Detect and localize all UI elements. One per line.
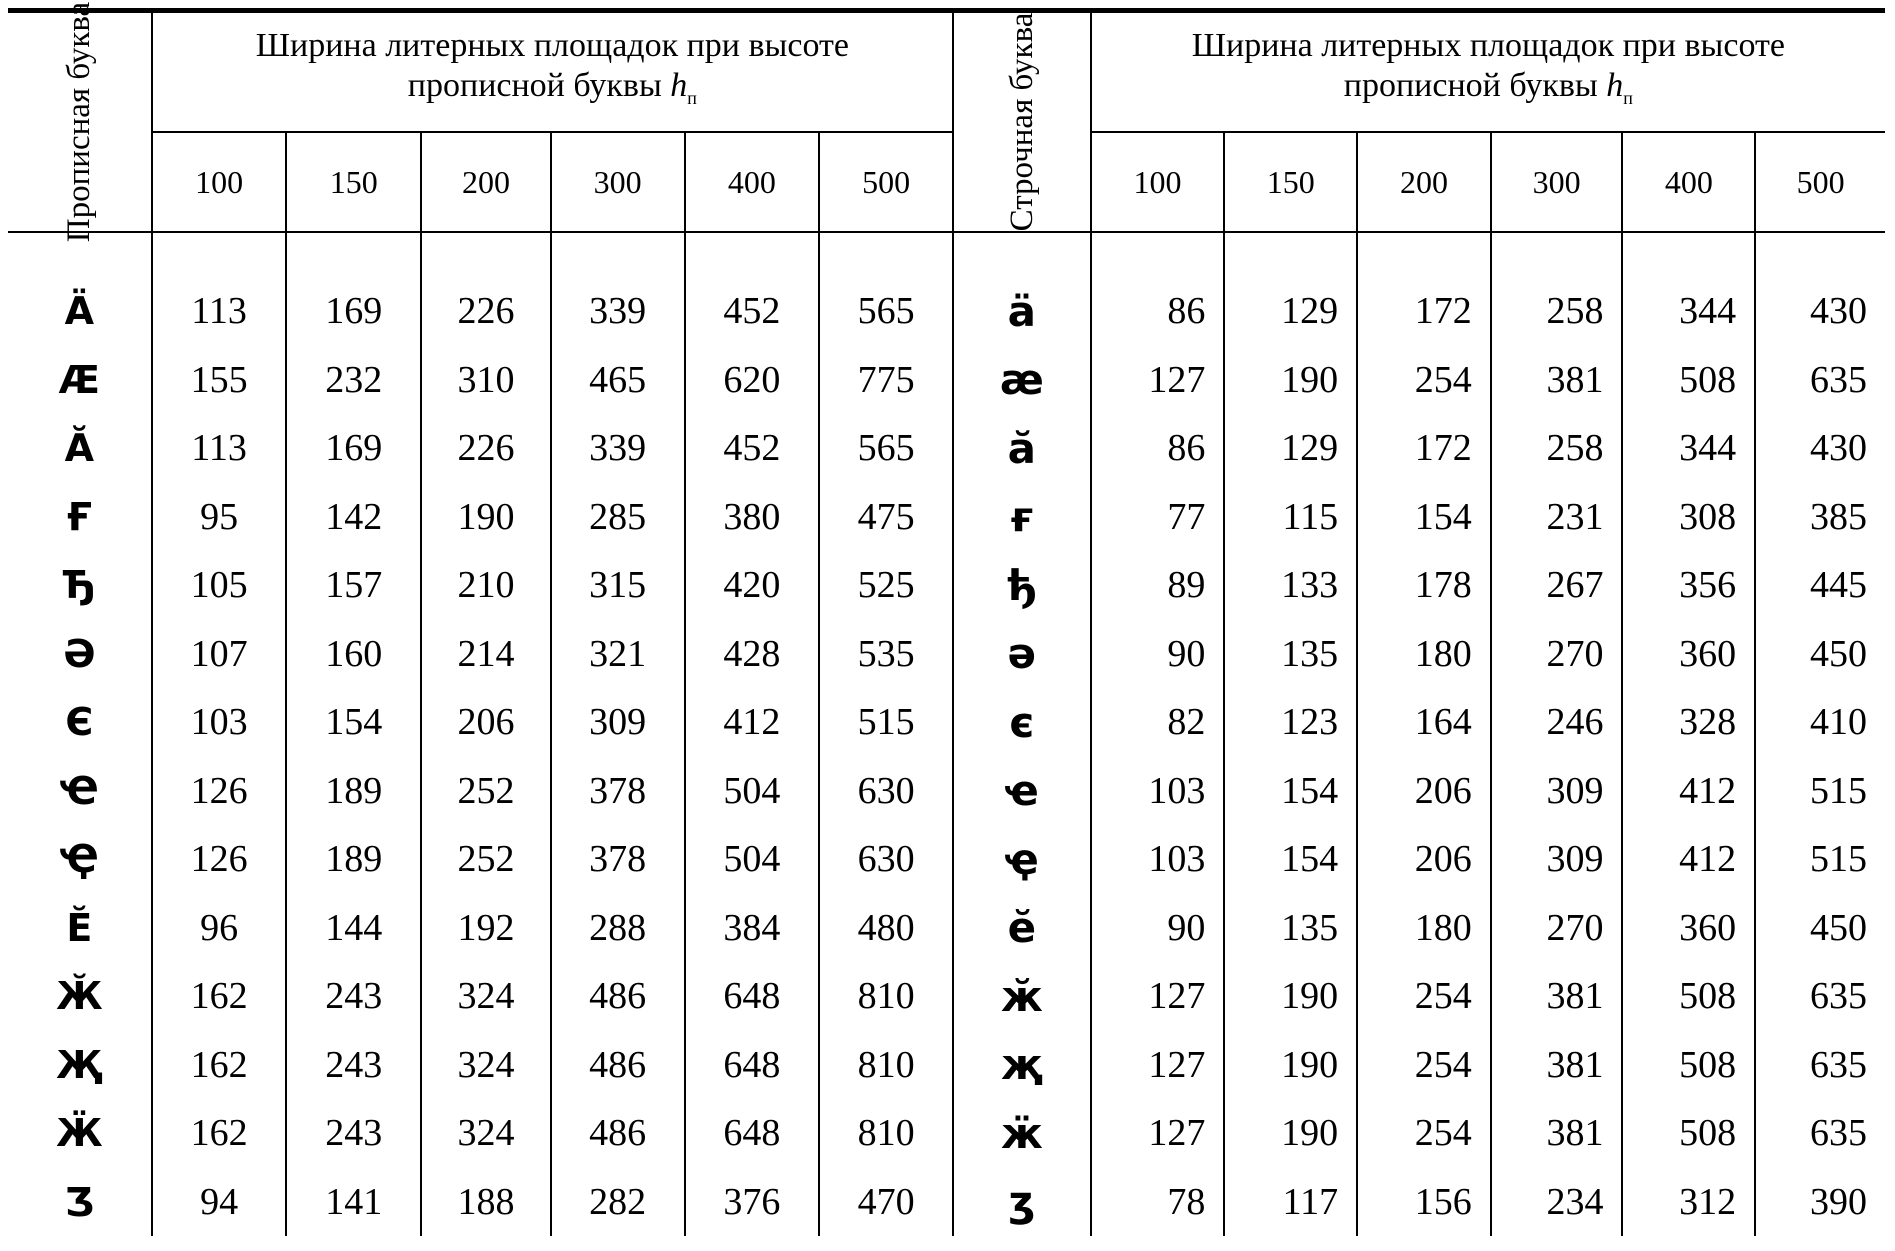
capital-width-cell: 428: [685, 620, 820, 689]
capital-width-cell: 162: [152, 962, 287, 1031]
lowercase-letter: ӂ: [953, 962, 1091, 1031]
capital-width-cell: 315: [551, 551, 685, 620]
lowercase-width-cell: 154: [1357, 483, 1491, 552]
lowercase-letter: ӝ: [953, 1099, 1091, 1168]
lowercase-width-cell: 309: [1491, 757, 1623, 826]
capital-letter: Є: [8, 688, 152, 757]
capital-width-cell: 452: [685, 277, 820, 346]
capital-width-cell: 412: [685, 688, 820, 757]
lowercase-width-cell: 508: [1622, 1099, 1755, 1168]
lowercase-width-cell: 410: [1810, 701, 1867, 744]
capital-width-cell: 339: [551, 414, 685, 483]
lowercase-width-cell: 390: [1810, 1180, 1867, 1223]
capital-width-cell: 103: [152, 688, 287, 757]
lowercase-width-cell: 154: [1224, 757, 1357, 826]
lowercase-width-cell: 270: [1491, 894, 1623, 963]
capital-width-cell: 192: [421, 894, 551, 963]
lowercase-width-cell: 508: [1622, 1031, 1755, 1100]
lowercase-width-cell: 190: [1224, 346, 1357, 415]
capital-width-cell: 206: [421, 688, 551, 757]
lowercase-width-cell: 267: [1491, 551, 1623, 620]
lowercase-width-cell: 515: [1810, 769, 1867, 812]
capital-width-cell: 142: [286, 483, 421, 552]
capital-width-cell: 282: [551, 1168, 685, 1237]
table-row: [8, 346, 1885, 415]
lowercase-width-cell: 450: [1810, 906, 1867, 949]
column-header: 150: [286, 132, 421, 232]
capital-width-cell: 648: [685, 1031, 820, 1100]
column-header: 100: [152, 132, 287, 232]
lowercase-width-cell: 450: [1810, 632, 1867, 675]
lowercase-width-cell: 206: [1357, 757, 1491, 826]
capital-width-cell: 504: [685, 825, 820, 894]
lowercase-width-group-title: [1091, 11, 1885, 133]
capital-width-cell: 214: [421, 620, 551, 689]
lowercase-width-cell: 133: [1224, 551, 1357, 620]
capital-width-cell: 252: [421, 757, 551, 826]
capital-width-cell: 144: [286, 894, 421, 963]
lowercase-letter: ҽ: [953, 757, 1091, 826]
lowercase-width-cell: 103: [1091, 757, 1225, 826]
capital-width-cell: 470: [819, 1168, 953, 1237]
lowercase-letter: ҿ: [953, 825, 1091, 894]
capital-width-cell: 378: [551, 757, 685, 826]
lowercase-width-cell: 127: [1091, 1099, 1225, 1168]
lowercase-width-cell: 77: [1091, 483, 1225, 552]
lowercase-width-cell: 90: [1091, 894, 1225, 963]
lowercase-width-cell: 445: [1810, 564, 1867, 607]
capital-width-cell: 565: [819, 414, 953, 483]
capital-width-cell: 324: [421, 962, 551, 1031]
capital-letter: Ӑ: [8, 414, 152, 483]
capital-width-cell: 515: [819, 688, 953, 757]
lowercase-width-cell: 356: [1622, 551, 1755, 620]
lowercase-width-cell: 115: [1224, 483, 1357, 552]
capital-width-cell: 565: [819, 277, 953, 346]
lowercase-width-cell: 154: [1224, 825, 1357, 894]
lowercase-letter: ә: [953, 620, 1091, 689]
lowercase-width-cell: 86: [1091, 277, 1225, 346]
capital-width-cell: 95: [152, 483, 287, 552]
table-row: [8, 825, 1885, 894]
capital-letter: Ʒ: [8, 1168, 152, 1237]
table-row: [8, 757, 1885, 826]
capital-width-cell: 226: [421, 414, 551, 483]
lowercase-width-cell: 254: [1357, 1099, 1491, 1168]
lowercase-width-cell: 86: [1091, 414, 1225, 483]
capital-width-cell: 309: [551, 688, 685, 757]
capital-width-cell: 94: [152, 1168, 287, 1237]
lowercase-width-cell: 385: [1810, 495, 1867, 538]
lowercase-width-cell: 254: [1357, 1031, 1491, 1100]
capital-width-cell: 486: [551, 1099, 685, 1168]
lowercase-letter: є: [953, 688, 1091, 757]
lowercase-width-cell: 258: [1491, 277, 1623, 346]
capital-width-cell: 157: [286, 551, 421, 620]
capital-letter: Ä: [8, 277, 152, 346]
lowercase-width-cell: 430: [1810, 427, 1867, 470]
capital-letter: Ҽ: [8, 757, 152, 826]
group-title-line2: прописной буквы $h_п$: [1343, 67, 1633, 108]
capital-letter: Ђ: [8, 551, 152, 620]
lowercase-width-cell: 89: [1091, 551, 1225, 620]
capital-width-cell: 232: [286, 346, 421, 415]
capital-width-cell: 154: [286, 688, 421, 757]
lowercase-width-cell: 135: [1224, 894, 1357, 963]
capital-width-cell: 324: [421, 1031, 551, 1100]
capital-letter: Ә: [8, 620, 152, 689]
capital-width-cell: 162: [152, 1099, 287, 1168]
lowercase-width-cell: 515: [1810, 838, 1867, 881]
lowercase-letter: ғ: [953, 483, 1091, 552]
capital-width-cell: 810: [819, 1099, 953, 1168]
capital-width-cell: 810: [819, 1031, 953, 1100]
lowercase-width-cell: 360: [1622, 894, 1755, 963]
capital-letter: Җ: [8, 1031, 152, 1100]
lowercase-width-cell: 135: [1224, 620, 1357, 689]
lowercase-letter: ʒ: [953, 1168, 1091, 1237]
lowercase-width-cell: 344: [1622, 414, 1755, 483]
lowercase-width-cell: 190: [1224, 1099, 1357, 1168]
lowercase-width-cell: 430: [1810, 290, 1867, 333]
lowercase-width-cell: 635: [1810, 975, 1867, 1018]
capital-width-cell: 480: [819, 894, 953, 963]
capital-width-cell: 210: [421, 551, 551, 620]
capital-width-cell: 243: [286, 962, 421, 1031]
lowercase-width-cell: 129: [1224, 277, 1357, 346]
table-header: [8, 1, 1885, 243]
capital-width-cell: 465: [551, 346, 685, 415]
lowercase-width-cell: 234: [1491, 1168, 1623, 1237]
lowercase-width-cell: 156: [1357, 1168, 1491, 1237]
table-row: [8, 1168, 1885, 1237]
lowercase-width-cell: 381: [1491, 1031, 1623, 1100]
capital-width-cell: 160: [286, 620, 421, 689]
group-title-line1: Ширина литерных площадок при высоте: [255, 27, 849, 65]
lowercase-width-cell: 164: [1357, 688, 1491, 757]
table-body: [8, 232, 1885, 1236]
capital-letter: Ӗ: [8, 894, 152, 963]
lowercase-width-cell: 254: [1357, 346, 1491, 415]
table-row: [8, 1031, 1885, 1100]
table-row: [8, 620, 1885, 689]
column-header: 300: [1491, 132, 1623, 232]
lowercase-letter-label: Строчная буква: [1003, 12, 1040, 232]
capital-width-cell: 243: [286, 1031, 421, 1100]
lowercase-width-cell: 123: [1224, 688, 1357, 757]
group-title-line2: прописной буквы $h_п$: [407, 67, 697, 108]
capital-width-cell: 126: [152, 825, 287, 894]
table-row: [8, 894, 1885, 963]
capital-width-cell: 288: [551, 894, 685, 963]
lowercase-width-cell: 180: [1357, 620, 1491, 689]
capital-width-cell: 190: [421, 483, 551, 552]
lowercase-width-cell: 360: [1622, 620, 1755, 689]
capital-width-cell: 620: [685, 346, 820, 415]
letter-width-table: [8, 1, 1885, 1236]
column-header: 100: [1091, 132, 1225, 232]
lowercase-width-cell: 412: [1622, 757, 1755, 826]
table-row: [8, 551, 1885, 620]
lowercase-width-cell: 127: [1091, 962, 1225, 1031]
capital-width-cell: 486: [551, 1031, 685, 1100]
capital-letter: Ӝ: [8, 1099, 152, 1168]
column-header: 300: [551, 132, 685, 232]
capital-width-cell: 384: [685, 894, 820, 963]
lowercase-width-cell: 635: [1810, 1043, 1867, 1086]
lowercase-width-cell: 635: [1810, 358, 1867, 401]
lowercase-width-cell: 635: [1810, 1112, 1867, 1155]
lowercase-letter: ä: [953, 277, 1091, 346]
column-header: 500: [1796, 163, 1845, 200]
lowercase-width-cell: 127: [1091, 1031, 1225, 1100]
capital-letter-header: [8, 1, 152, 243]
column-header: 500: [819, 132, 953, 232]
lowercase-width-cell: 508: [1622, 346, 1755, 415]
capital-width-cell: 162: [152, 1031, 287, 1100]
lowercase-width-cell: 231: [1491, 483, 1623, 552]
capital-width-cell: 155: [152, 346, 287, 415]
capital-width-cell: 339: [551, 277, 685, 346]
capital-width-cell: 504: [685, 757, 820, 826]
capital-width-cell: 141: [286, 1168, 421, 1237]
capital-width-cell: 126: [152, 757, 287, 826]
capital-letter: Ғ: [8, 483, 152, 552]
capital-width-cell: 321: [551, 620, 685, 689]
column-header: 200: [1357, 132, 1491, 232]
lowercase-letter-header: [953, 11, 1091, 233]
table-row: [8, 483, 1885, 552]
capital-width-cell: 380: [685, 483, 820, 552]
table-row: [8, 688, 1885, 757]
lowercase-width-cell: 90: [1091, 620, 1225, 689]
capital-width-cell: 310: [421, 346, 551, 415]
lowercase-letter: ђ: [953, 551, 1091, 620]
lowercase-letter: æ: [953, 346, 1091, 415]
lowercase-width-cell: 82: [1091, 688, 1225, 757]
capital-width-cell: 810: [819, 962, 953, 1031]
column-header: 150: [1224, 132, 1357, 232]
capital-letter: Æ: [8, 346, 152, 415]
capital-width-cell: 525: [819, 551, 953, 620]
capital-width-cell: 648: [685, 962, 820, 1031]
lowercase-width-cell: 308: [1622, 483, 1755, 552]
lowercase-width-cell: 270: [1491, 620, 1623, 689]
capital-width-cell: 113: [152, 414, 287, 483]
lowercase-width-cell: 254: [1357, 962, 1491, 1031]
column-header: 400: [685, 132, 820, 232]
capital-width-cell: 226: [421, 277, 551, 346]
table-row: [8, 277, 1885, 346]
capital-width-cell: 535: [819, 620, 953, 689]
column-header: 200: [421, 132, 551, 232]
capital-width-cell: 113: [152, 277, 287, 346]
lowercase-width-cell: 344: [1622, 277, 1755, 346]
lowercase-width-cell: 412: [1622, 825, 1755, 894]
capital-width-cell: 188: [421, 1168, 551, 1237]
capital-width-cell: 107: [152, 620, 287, 689]
capital-width-cell: 630: [819, 757, 953, 826]
capital-width-cell: 486: [551, 962, 685, 1031]
capital-width-cell: 324: [421, 1099, 551, 1168]
capital-width-cell: 452: [685, 414, 820, 483]
lowercase-width-cell: 312: [1622, 1168, 1755, 1237]
capital-width-cell: 96: [152, 894, 287, 963]
lowercase-letter: җ: [953, 1031, 1091, 1100]
capital-width-cell: 169: [286, 277, 421, 346]
capital-width-group-title: [152, 11, 953, 133]
column-header: 400: [1622, 132, 1755, 232]
capital-width-cell: 775: [819, 346, 953, 415]
lowercase-width-cell: 381: [1491, 346, 1623, 415]
lowercase-width-cell: 328: [1622, 688, 1755, 757]
capital-width-cell: 630: [819, 825, 953, 894]
capital-width-cell: 252: [421, 825, 551, 894]
lowercase-width-cell: 172: [1357, 277, 1491, 346]
group-title-line1: Ширина литерных площадок при высоте: [1191, 27, 1785, 65]
letter-width-table-page: [8, 1, 1885, 1251]
capital-width-cell: 376: [685, 1168, 820, 1237]
capital-width-cell: 243: [286, 1099, 421, 1168]
capital-width-cell: 420: [685, 551, 820, 620]
table-row: [8, 962, 1885, 1031]
lowercase-width-cell: 190: [1224, 1031, 1357, 1100]
lowercase-width-cell: 258: [1491, 414, 1623, 483]
lowercase-width-cell: 206: [1357, 825, 1491, 894]
lowercase-width-cell: 381: [1491, 962, 1623, 1031]
lowercase-width-cell: 190: [1224, 962, 1357, 1031]
lowercase-width-cell: 103: [1091, 825, 1225, 894]
lowercase-width-cell: 127: [1091, 346, 1225, 415]
capital-letter: Ҿ: [8, 825, 152, 894]
capital-letter-label: Прописная буква: [61, 1, 98, 243]
lowercase-letter: ӗ: [953, 894, 1091, 963]
capital-width-cell: 169: [286, 414, 421, 483]
table-row: [8, 1099, 1885, 1168]
lowercase-width-cell: 180: [1357, 894, 1491, 963]
capital-width-cell: 285: [551, 483, 685, 552]
capital-letter: Ӂ: [8, 962, 152, 1031]
capital-width-cell: 189: [286, 757, 421, 826]
lowercase-width-cell: 508: [1622, 962, 1755, 1031]
table-row: [8, 414, 1885, 483]
capital-width-cell: 105: [152, 551, 287, 620]
capital-width-cell: 189: [286, 825, 421, 894]
lowercase-letter: ӑ: [953, 414, 1091, 483]
lowercase-width-cell: 117: [1224, 1168, 1357, 1237]
lowercase-width-cell: 78: [1091, 1168, 1225, 1237]
lowercase-width-cell: 309: [1491, 825, 1623, 894]
lowercase-width-cell: 246: [1491, 688, 1623, 757]
lowercase-width-cell: 178: [1357, 551, 1491, 620]
capital-width-cell: 475: [819, 483, 953, 552]
capital-width-cell: 648: [685, 1099, 820, 1168]
lowercase-width-cell: 172: [1357, 414, 1491, 483]
lowercase-width-cell: 381: [1491, 1099, 1623, 1168]
capital-width-cell: 378: [551, 825, 685, 894]
lowercase-width-cell: 129: [1224, 414, 1357, 483]
